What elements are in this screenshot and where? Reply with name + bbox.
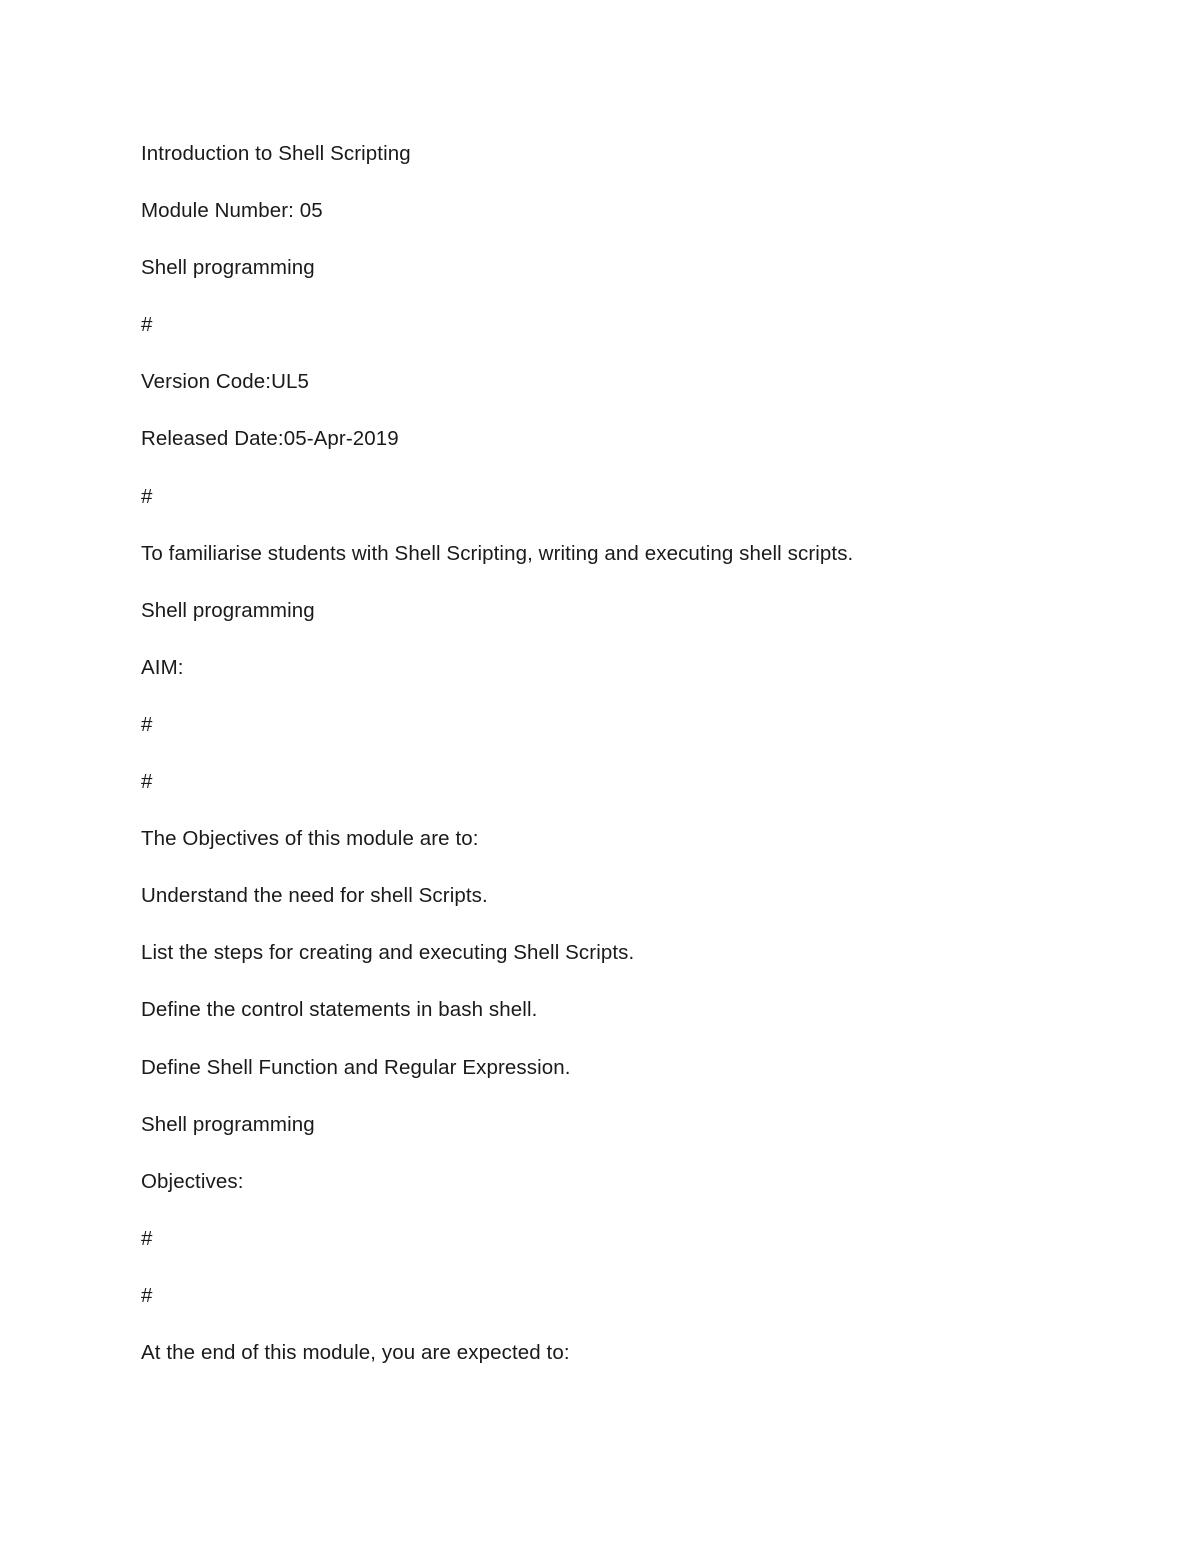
hash-marker: # — [141, 484, 153, 508]
document-body — [141, 139, 1121, 1395]
module-number: Module Number: 05 — [141, 199, 323, 223]
objective-item: Define Shell Function and Regular Expression. — [141, 1055, 571, 1079]
expectations-intro: At the end of this module, you are expected to: — [141, 1340, 570, 1364]
objective-item: Understand the need for shell Scripts. — [141, 884, 488, 908]
section-heading: Shell programming — [141, 598, 315, 622]
document-title: Introduction to Shell Scripting — [141, 142, 411, 165]
objective-item: Define the control statements in bash shell. — [141, 998, 538, 1022]
section-heading: Shell programming — [141, 1112, 315, 1136]
version-code: Version Code:UL5 — [141, 370, 309, 394]
released-date: Released Date:05-Apr-2019 — [141, 427, 399, 451]
aim-text: To familiarise students with Shell Scripting, writing and executing shell scripts. — [141, 541, 854, 565]
hash-marker: # — [141, 1283, 153, 1307]
objective-item: List the steps for creating and executing Shell Scripts. — [141, 941, 635, 965]
hash-marker: # — [141, 770, 153, 794]
objectives-intro: The Objectives of this module are to: — [141, 827, 479, 851]
objectives-label: Objectives: — [141, 1169, 244, 1193]
hash-marker: # — [141, 1226, 153, 1250]
hash-marker: # — [141, 313, 153, 337]
section-heading: Shell programming — [141, 256, 315, 280]
aim-label: AIM: — [141, 655, 184, 679]
hash-marker: # — [141, 712, 153, 736]
